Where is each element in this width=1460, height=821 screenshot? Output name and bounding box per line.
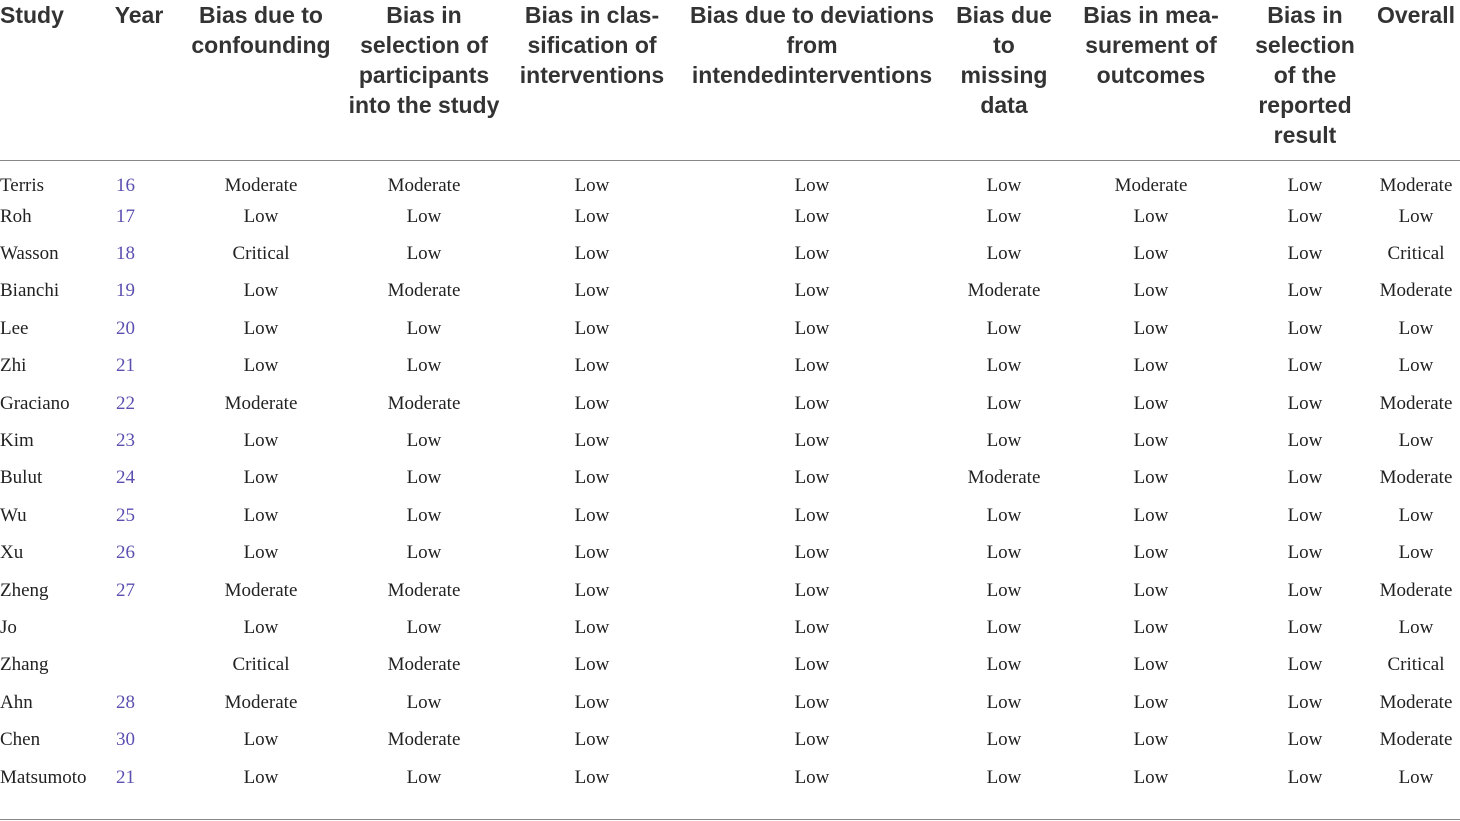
table-row bbox=[0, 684, 1460, 721]
bias-rating-cell: Low bbox=[794, 280, 830, 302]
bias-rating-cell: Low bbox=[1287, 392, 1323, 414]
overall-rating-cell: Moderate bbox=[1379, 691, 1453, 713]
bias-rating-cell: Low bbox=[1133, 392, 1169, 414]
reference-link-cell[interactable]: 25 bbox=[116, 504, 135, 526]
bias-rating-cell: Low bbox=[1133, 243, 1169, 265]
reference-link-cell[interactable]: 22 bbox=[116, 392, 135, 414]
bias-rating-cell: Low bbox=[1133, 579, 1169, 601]
reference-link-cell[interactable]: 23 bbox=[116, 430, 135, 452]
bias-rating-cell: Low bbox=[406, 504, 442, 526]
table-row bbox=[0, 609, 1460, 646]
bias-rating-cell: Moderate bbox=[387, 729, 461, 751]
study-name-cell: Xu bbox=[0, 542, 24, 564]
bias-rating-cell: Moderate bbox=[224, 691, 298, 713]
table-row bbox=[0, 422, 1460, 459]
study-name-cell: Zhi bbox=[0, 355, 27, 377]
bias-rating-cell: Low bbox=[986, 691, 1022, 713]
table-row bbox=[0, 310, 1460, 347]
column-header: Bias in clas-sification of interventions bbox=[519, 2, 665, 88]
bias-rating-cell: Low bbox=[1133, 766, 1169, 788]
bias-rating-cell: Low bbox=[574, 355, 610, 377]
overall-rating-cell: Low bbox=[1398, 355, 1434, 377]
bias-rating-cell: Low bbox=[574, 317, 610, 339]
bias-rating-cell: Low bbox=[1287, 205, 1323, 227]
bias-rating-cell: Low bbox=[1287, 654, 1323, 676]
table-body bbox=[0, 161, 1460, 797]
reference-link-cell[interactable]: 19 bbox=[116, 280, 135, 302]
bias-rating-cell: Low bbox=[794, 729, 830, 751]
bias-rating-cell: Low bbox=[986, 355, 1022, 377]
bias-rating-cell: Moderate bbox=[224, 174, 298, 196]
study-name-cell: Wu bbox=[0, 504, 27, 526]
bias-rating-cell: Low bbox=[986, 317, 1022, 339]
study-name-cell: Wasson bbox=[0, 243, 59, 265]
bias-rating-cell: Low bbox=[986, 205, 1022, 227]
bias-rating-cell: Moderate bbox=[387, 392, 461, 414]
bias-rating-cell: Low bbox=[243, 729, 279, 751]
bias-rating-cell: Moderate bbox=[1114, 174, 1188, 196]
bias-rating-cell: Low bbox=[1133, 430, 1169, 452]
table-row bbox=[0, 385, 1460, 422]
bias-rating-cell: Low bbox=[574, 691, 610, 713]
study-name-cell: Roh bbox=[0, 205, 32, 227]
bias-rating-cell: Low bbox=[243, 467, 279, 489]
table-row bbox=[0, 721, 1460, 758]
bias-rating-cell: Low bbox=[794, 542, 830, 564]
bias-rating-cell: Moderate bbox=[387, 174, 461, 196]
column-header: Bias in mea-surement of outcomes bbox=[1083, 2, 1219, 88]
table-row bbox=[0, 348, 1460, 385]
bias-rating-cell: Low bbox=[406, 542, 442, 564]
reference-link-cell[interactable]: 21 bbox=[116, 766, 135, 788]
reference-link-cell[interactable]: 24 bbox=[116, 467, 135, 489]
bias-rating-cell: Low bbox=[1287, 616, 1323, 638]
overall-rating-cell: Moderate bbox=[1379, 579, 1453, 601]
reference-link-cell[interactable]: 28 bbox=[116, 691, 135, 713]
bias-rating-cell: Low bbox=[1133, 654, 1169, 676]
overall-rating-cell: Moderate bbox=[1379, 467, 1453, 489]
overall-rating-cell: Critical bbox=[1387, 243, 1445, 265]
bias-rating-cell: Low bbox=[1287, 174, 1323, 196]
bias-rating-cell: Low bbox=[794, 243, 830, 265]
bias-rating-cell: Low bbox=[1133, 729, 1169, 751]
bias-rating-cell: Low bbox=[794, 504, 830, 526]
study-name-cell: Zhang bbox=[0, 654, 49, 676]
bias-rating-cell: Moderate bbox=[967, 280, 1041, 302]
table-row bbox=[0, 497, 1460, 534]
bias-rating-cell: Critical bbox=[232, 654, 290, 676]
reference-link-cell[interactable]: 30 bbox=[116, 729, 135, 751]
bias-rating-cell: Low bbox=[406, 766, 442, 788]
bias-rating-cell: Low bbox=[243, 280, 279, 302]
bias-rating-cell: Moderate bbox=[224, 579, 298, 601]
bias-rating-cell: Low bbox=[574, 654, 610, 676]
bias-rating-cell: Low bbox=[243, 355, 279, 377]
bias-rating-cell: Low bbox=[574, 243, 610, 265]
bias-rating-cell: Low bbox=[986, 579, 1022, 601]
reference-link-cell bbox=[100, 647, 178, 684]
bias-rating-cell: Low bbox=[574, 729, 610, 751]
bias-rating-cell: Low bbox=[574, 205, 610, 227]
column-header: Bias due to missing data bbox=[956, 2, 1052, 118]
bias-rating-cell: Low bbox=[794, 616, 830, 638]
table-row bbox=[0, 647, 1460, 684]
study-name-cell: Terris bbox=[0, 174, 45, 196]
table-row bbox=[0, 535, 1460, 572]
bias-rating-cell: Low bbox=[986, 729, 1022, 751]
bias-rating-cell: Low bbox=[1133, 355, 1169, 377]
column-header: Overall bbox=[1377, 2, 1455, 28]
bias-rating-cell: Low bbox=[243, 317, 279, 339]
bias-rating-cell: Low bbox=[1133, 467, 1169, 489]
bias-rating-cell: Low bbox=[406, 355, 442, 377]
bias-rating-cell: Low bbox=[1287, 467, 1323, 489]
overall-rating-cell: Moderate bbox=[1379, 174, 1453, 196]
bias-rating-cell: Low bbox=[574, 467, 610, 489]
study-name-cell: Zheng bbox=[0, 579, 49, 601]
bias-rating-cell: Low bbox=[1287, 355, 1323, 377]
overall-rating-cell: Low bbox=[1398, 504, 1434, 526]
bias-rating-cell: Low bbox=[986, 766, 1022, 788]
bias-rating-cell: Low bbox=[1133, 205, 1169, 227]
overall-rating-cell: Critical bbox=[1387, 654, 1445, 676]
overall-rating-cell: Low bbox=[1398, 205, 1434, 227]
bias-rating-cell: Low bbox=[1133, 280, 1169, 302]
bias-rating-cell: Low bbox=[1133, 542, 1169, 564]
bias-rating-cell: Low bbox=[986, 654, 1022, 676]
header-row bbox=[0, 0, 1460, 161]
overall-rating-cell: Moderate bbox=[1379, 280, 1453, 302]
bias-rating-cell: Low bbox=[243, 542, 279, 564]
reference-link-cell bbox=[100, 609, 178, 646]
bias-rating-cell: Low bbox=[574, 504, 610, 526]
bias-rating-cell: Low bbox=[986, 430, 1022, 452]
reference-link-cell[interactable]: 27 bbox=[116, 579, 135, 601]
overall-rating-cell: Moderate bbox=[1379, 729, 1453, 751]
overall-rating-cell: Low bbox=[1398, 430, 1434, 452]
bias-rating-cell: Low bbox=[986, 616, 1022, 638]
table-row bbox=[0, 759, 1460, 796]
table-row bbox=[0, 460, 1460, 497]
bias-rating-cell: Low bbox=[1133, 616, 1169, 638]
bias-rating-cell: Low bbox=[574, 430, 610, 452]
study-name-cell: Jo bbox=[0, 616, 17, 638]
bias-rating-cell: Low bbox=[243, 205, 279, 227]
overall-rating-cell: Low bbox=[1398, 542, 1434, 564]
bias-rating-cell: Low bbox=[1287, 430, 1323, 452]
column-header: Year bbox=[114, 2, 164, 28]
table-row bbox=[0, 198, 1460, 235]
study-name-cell: Bianchi bbox=[0, 280, 60, 302]
bias-rating-cell: Low bbox=[986, 542, 1022, 564]
table-row bbox=[0, 273, 1460, 310]
bias-rating-cell: Low bbox=[1287, 280, 1323, 302]
bias-rating-cell: Low bbox=[986, 243, 1022, 265]
bias-rating-cell: Low bbox=[986, 504, 1022, 526]
bias-rating-cell: Low bbox=[1133, 317, 1169, 339]
bias-rating-cell: Low bbox=[574, 542, 610, 564]
bias-rating-cell: Low bbox=[406, 430, 442, 452]
bias-rating-cell: Low bbox=[1287, 729, 1323, 751]
bias-rating-cell: Low bbox=[574, 616, 610, 638]
reference-link-cell[interactable]: 21 bbox=[116, 355, 135, 377]
bias-rating-cell: Low bbox=[243, 766, 279, 788]
table-row bbox=[0, 161, 1460, 199]
bias-rating-cell: Low bbox=[986, 174, 1022, 196]
bias-rating-cell: Low bbox=[574, 174, 610, 196]
overall-rating-cell: Low bbox=[1398, 766, 1434, 788]
bias-rating-cell: Critical bbox=[232, 243, 290, 265]
overall-rating-cell: Moderate bbox=[1379, 392, 1453, 414]
bias-rating-cell: Low bbox=[574, 766, 610, 788]
bias-rating-cell: Moderate bbox=[224, 392, 298, 414]
bias-rating-cell: Low bbox=[1287, 317, 1323, 339]
bias-rating-cell: Low bbox=[574, 392, 610, 414]
study-name-cell: Kim bbox=[0, 430, 34, 452]
bias-rating-cell: Low bbox=[574, 579, 610, 601]
column-header: Study bbox=[0, 2, 64, 28]
reference-link-cell[interactable]: 20 bbox=[116, 317, 135, 339]
bias-rating-cell: Low bbox=[1287, 579, 1323, 601]
bias-rating-cell: Low bbox=[1133, 504, 1169, 526]
bias-rating-cell: Low bbox=[1287, 542, 1323, 564]
bias-rating-cell: Low bbox=[794, 430, 830, 452]
bias-rating-cell: Low bbox=[406, 616, 442, 638]
reference-link-cell[interactable]: 16 bbox=[116, 174, 135, 196]
bias-rating-cell: Low bbox=[406, 691, 442, 713]
bottom-rule bbox=[0, 819, 1460, 820]
bias-rating-cell: Moderate bbox=[967, 467, 1041, 489]
bias-rating-cell: Low bbox=[794, 766, 830, 788]
study-name-cell: Matsumoto bbox=[0, 766, 87, 788]
bias-rating-cell: Low bbox=[243, 616, 279, 638]
bias-rating-cell: Low bbox=[243, 430, 279, 452]
bias-rating-cell: Low bbox=[406, 317, 442, 339]
bias-rating-cell: Low bbox=[406, 205, 442, 227]
reference-link-cell[interactable]: 26 bbox=[116, 542, 135, 564]
bias-rating-cell: Low bbox=[574, 280, 610, 302]
overall-rating-cell: Low bbox=[1398, 616, 1434, 638]
bias-rating-cell: Low bbox=[406, 467, 442, 489]
bias-rating-cell: Low bbox=[406, 243, 442, 265]
bias-rating-cell: Low bbox=[1287, 243, 1323, 265]
column-header: Bias in selection of the reported result bbox=[1255, 2, 1355, 148]
bias-rating-cell: Low bbox=[794, 579, 830, 601]
study-name-cell: Graciano bbox=[0, 392, 70, 414]
table-header bbox=[0, 0, 1460, 161]
bias-rating-cell: Low bbox=[243, 504, 279, 526]
column-header: Bias due to confounding bbox=[191, 2, 331, 58]
overall-rating-cell: Low bbox=[1398, 317, 1434, 339]
column-header: Bias due to deviations from intendedinterventions bbox=[689, 2, 935, 88]
study-name-cell: Chen bbox=[0, 729, 41, 751]
bias-rating-cell: Low bbox=[794, 467, 830, 489]
bias-rating-cell: Low bbox=[794, 355, 830, 377]
bias-rating-cell: Low bbox=[794, 317, 830, 339]
table-row bbox=[0, 572, 1460, 609]
bias-rating-cell: Low bbox=[794, 392, 830, 414]
bias-rating-cell: Low bbox=[794, 691, 830, 713]
bias-rating-cell: Low bbox=[1287, 766, 1323, 788]
bias-rating-cell: Low bbox=[794, 174, 830, 196]
bias-rating-cell: Moderate bbox=[387, 280, 461, 302]
column-header: Bias in selection of participants into the study bbox=[348, 2, 500, 118]
reference-link-cell[interactable]: 17 bbox=[116, 205, 135, 227]
reference-link-cell[interactable]: 18 bbox=[116, 243, 135, 265]
study-name-cell: Lee bbox=[0, 317, 29, 339]
bias-rating-cell: Moderate bbox=[387, 579, 461, 601]
study-name-cell: Bulut bbox=[0, 467, 43, 489]
study-name-cell: Ahn bbox=[0, 691, 33, 713]
bias-rating-cell: Low bbox=[1133, 691, 1169, 713]
table-row bbox=[0, 235, 1460, 272]
bias-rating-cell: Low bbox=[794, 205, 830, 227]
bias-rating-cell: Low bbox=[1287, 504, 1323, 526]
bias-rating-cell: Moderate bbox=[387, 654, 461, 676]
bias-rating-cell: Low bbox=[1287, 691, 1323, 713]
bias-rating-cell: Low bbox=[794, 654, 830, 676]
bias-rating-cell: Low bbox=[986, 392, 1022, 414]
